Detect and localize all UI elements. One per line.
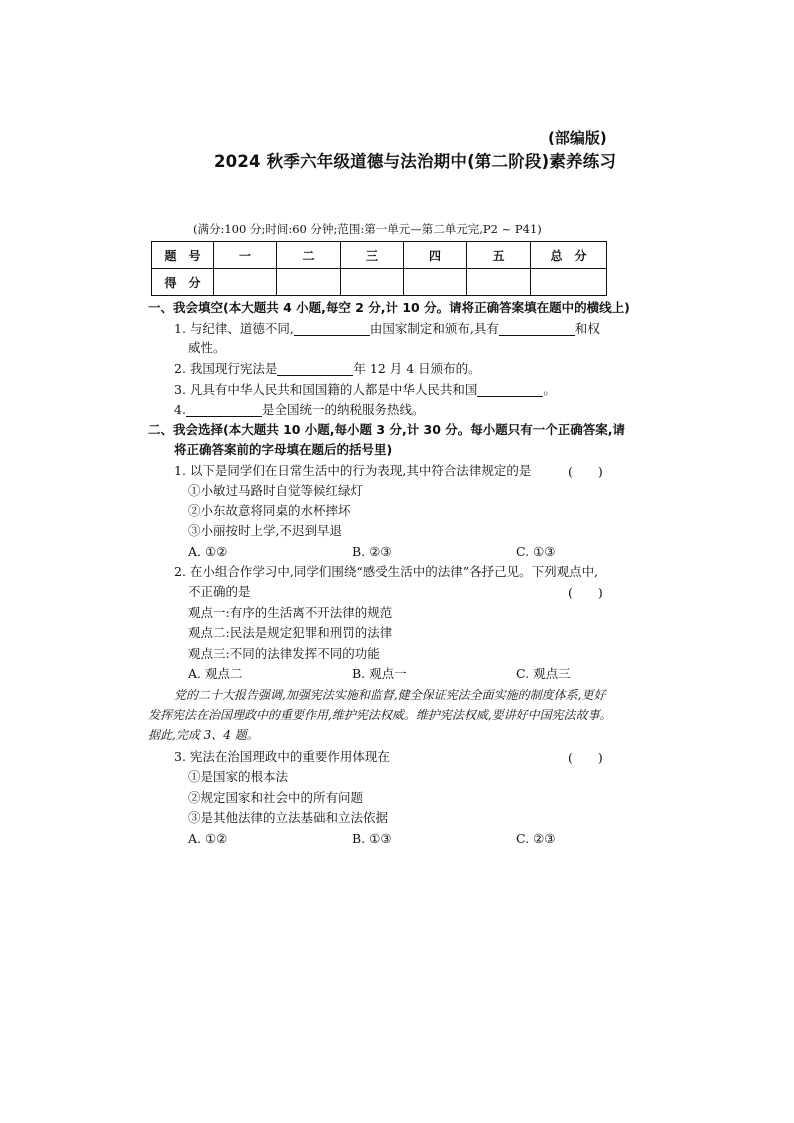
section2-heading: 二、我会选择(本大题共 10 小题,每小题 3 分,计 30 分。每小题只有一个正确答案,请	[148, 422, 626, 437]
option-a[interactable]: A. 观点二	[188, 666, 243, 681]
score-table-score-row	[152, 269, 607, 296]
answer-blank[interactable]	[477, 382, 543, 397]
statement: ③是其他法律的立法基础和立法依据	[188, 810, 389, 825]
score-table-header-row	[152, 242, 607, 269]
fill-question-3	[174, 381, 556, 399]
answer-blank[interactable]	[294, 321, 370, 336]
section1-heading: 一、我会填空(本大题共 4 小题,每空 2 分,计 10 分。请将正确答案填在题中的横线上)	[148, 300, 630, 315]
viewpoint: 观点一:有序的生活离不开法律的规范	[188, 605, 393, 620]
page-title: 2024 秋季六年级道德与法治期中(第二阶段)素养练习	[214, 152, 617, 171]
option-b[interactable]: B. 观点一	[352, 666, 407, 681]
choice-question-1: 1. 以下是同学们在日常生活中的行为表现,其中符合法律规定的是	[174, 463, 532, 478]
table-cell: 得 分	[152, 269, 214, 296]
statement: ②规定国家和社会中的所有问题	[188, 790, 364, 805]
score-cell[interactable]	[467, 269, 531, 296]
score-cell[interactable]	[404, 269, 467, 296]
question-text: 和权	[574, 321, 600, 336]
fill-question-1-cont: 威性。	[188, 340, 226, 355]
table-cell: 二	[277, 242, 341, 269]
fill-question-4	[174, 401, 424, 419]
material-paragraph: 据此,完成 3、4 题。	[148, 728, 259, 742]
table-cell: 总 分	[531, 242, 607, 269]
answer-parentheses[interactable]: ( )	[568, 464, 603, 479]
score-cell[interactable]	[214, 269, 277, 296]
statement: ①小敏过马路时自觉等候红绿灯	[188, 483, 364, 498]
question-text: 4.	[174, 402, 186, 417]
table-cell: 题 号	[152, 242, 214, 269]
score-cell[interactable]	[277, 269, 341, 296]
option-c[interactable]: C. ①③	[516, 544, 556, 559]
option-a[interactable]: A. ①②	[188, 544, 228, 559]
table-cell: 一	[214, 242, 277, 269]
question-text: 2. 我国现行宪法是	[174, 361, 278, 376]
statement: ③小丽按时上学,不迟到早退	[188, 523, 342, 538]
answer-blank[interactable]	[186, 402, 262, 417]
answer-blank[interactable]	[277, 361, 353, 376]
statement: ②小东故意将同桌的水杯摔坏	[188, 503, 351, 518]
question-text: 由国家制定和颁布,具有	[369, 321, 499, 336]
option-a[interactable]: A. ①②	[188, 831, 228, 846]
question-text: 1. 与纪律、道德不同,	[174, 321, 294, 336]
choice-question-3: 3. 宪法在治国理政中的重要作用体现在	[174, 749, 390, 764]
material-paragraph: 党的二十大报告强调,加强宪法实施和监督,健全保证宪法全面实施的制度体系,更好	[174, 688, 606, 702]
option-b[interactable]: B. ②③	[352, 544, 392, 559]
question-text: 3. 凡具有中华人民共和国国籍的人都是中华人民共和国	[174, 382, 478, 397]
score-table	[151, 241, 607, 296]
question-text: 是全国统一的纳税服务热线。	[261, 402, 425, 417]
choice-question-2-cont: 不正确的是	[188, 584, 251, 599]
edition-label: (部编版)	[548, 129, 607, 147]
section2-heading-cont: 将正确答案前的字母填在题后的括号里)	[174, 442, 393, 457]
answer-parentheses[interactable]: ( )	[568, 585, 603, 600]
answer-parentheses[interactable]: ( )	[568, 750, 603, 765]
table-cell: 五	[467, 242, 531, 269]
exam-info: (满分:100 分;时间:60 分钟;范围:第一单元—第二单元完,P2 ~ P41)	[193, 222, 542, 236]
option-b[interactable]: B. ①③	[352, 831, 392, 846]
table-cell: 四	[404, 242, 467, 269]
choice-question-2: 2. 在小组合作学习中,同学们围绕“感受生活中的法律”各抒己见。下列观点中,	[174, 564, 599, 579]
viewpoint: 观点二:民法是规定犯罪和刑罚的法律	[188, 625, 393, 640]
question-text: 年 12 月 4 日颁布的。	[353, 361, 481, 376]
score-cell[interactable]	[341, 269, 404, 296]
statement: ①是国家的根本法	[188, 769, 289, 784]
material-paragraph: 发挥宪法在治国理政中的重要作用,维护宪法权威。维护宪法权威,要讲好中国宪法故事。	[148, 708, 612, 722]
option-c[interactable]: C. 观点三	[516, 666, 571, 681]
score-cell[interactable]	[531, 269, 607, 296]
answer-blank[interactable]	[499, 321, 575, 336]
fill-question-2	[174, 360, 481, 378]
option-c[interactable]: C. ②③	[516, 831, 556, 846]
question-text: 。	[543, 382, 556, 397]
table-cell: 三	[341, 242, 404, 269]
fill-question-1	[174, 320, 600, 338]
viewpoint: 观点三:不同的法律发挥不同的功能	[188, 646, 380, 661]
